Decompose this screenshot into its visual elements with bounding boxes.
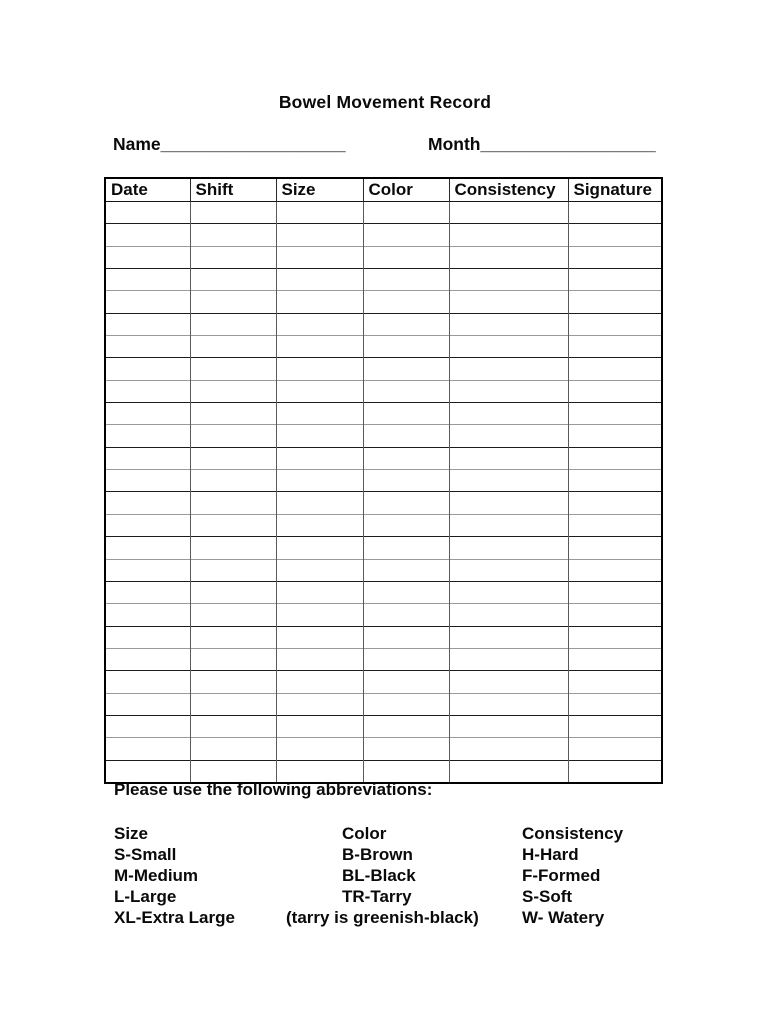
table-cell <box>568 246 662 268</box>
column-header-size: Size <box>276 178 363 202</box>
abbrev-item: XL-Extra Large <box>114 908 235 927</box>
table-cell <box>363 514 449 536</box>
table-cell <box>105 648 190 670</box>
table-cell <box>363 313 449 335</box>
table-cell <box>449 470 568 492</box>
table-cell <box>363 715 449 737</box>
table-row <box>105 202 662 224</box>
table-cell <box>276 358 363 380</box>
table-row <box>105 537 662 559</box>
table-cell <box>449 358 568 380</box>
name-blank-line: ___________________ <box>160 134 346 154</box>
table-cell <box>190 514 276 536</box>
table-row <box>105 380 662 402</box>
table-body <box>105 202 662 783</box>
table-cell <box>568 336 662 358</box>
table-cell <box>190 648 276 670</box>
table-cell <box>276 246 363 268</box>
table-cell <box>190 380 276 402</box>
table-cell <box>105 559 190 581</box>
table-cell <box>276 492 363 514</box>
table-row <box>105 492 662 514</box>
table-cell <box>105 425 190 447</box>
abbrev-item: F-Formed <box>522 866 601 885</box>
table-row <box>105 269 662 291</box>
table-cell <box>105 403 190 425</box>
table-row <box>105 671 662 693</box>
table-cell <box>568 425 662 447</box>
table-cell <box>363 269 449 291</box>
table-cell <box>276 470 363 492</box>
name-label: Name <box>113 134 161 154</box>
table-cell <box>105 246 190 268</box>
table-cell <box>105 581 190 603</box>
table-cell <box>190 581 276 603</box>
table-cell <box>363 447 449 469</box>
abbrev-item: S-Small <box>114 845 177 864</box>
table-cell <box>105 715 190 737</box>
table-cell <box>568 380 662 402</box>
table-cell <box>449 269 568 291</box>
table-cell <box>190 626 276 648</box>
table-cell <box>363 738 449 760</box>
table-cell <box>568 648 662 670</box>
month-blank-line: __________________ <box>480 134 656 154</box>
table-cell <box>105 693 190 715</box>
table-cell <box>568 738 662 760</box>
column-header-shift: Shift <box>190 178 276 202</box>
table-cell <box>363 537 449 559</box>
table-cell <box>105 358 190 380</box>
table-cell <box>276 626 363 648</box>
table-cell <box>449 246 568 268</box>
table-cell <box>449 514 568 536</box>
table-cell <box>363 671 449 693</box>
table-cell <box>363 693 449 715</box>
table-cell <box>449 224 568 246</box>
month-field <box>428 134 656 155</box>
table-row <box>105 425 662 447</box>
table-row <box>105 313 662 335</box>
table-cell <box>105 202 190 224</box>
abbreviations-intro: Please use the following abbreviations: <box>114 780 433 799</box>
table-cell <box>449 760 568 783</box>
table-cell <box>276 514 363 536</box>
month-label: Month <box>428 134 481 154</box>
column-header-color: Color <box>363 178 449 202</box>
table-cell <box>276 403 363 425</box>
table-cell <box>276 581 363 603</box>
abbrev-size-header: Size <box>114 824 149 843</box>
table-cell <box>363 626 449 648</box>
table-cell <box>190 559 276 581</box>
table-cell <box>449 693 568 715</box>
table-cell <box>568 604 662 626</box>
table-cell <box>190 693 276 715</box>
table-cell <box>276 224 363 246</box>
table-cell <box>190 492 276 514</box>
table-row <box>105 514 662 536</box>
table-row <box>105 626 662 648</box>
table-cell <box>449 291 568 313</box>
table-cell <box>363 202 449 224</box>
table-cell <box>190 604 276 626</box>
table-cell <box>105 671 190 693</box>
table-cell <box>568 470 662 492</box>
table-cell <box>105 313 190 335</box>
table-cell <box>190 246 276 268</box>
table-cell <box>568 403 662 425</box>
table-cell <box>363 425 449 447</box>
abbrev-item: H-Hard <box>522 845 579 864</box>
table-cell <box>276 648 363 670</box>
table-cell <box>276 202 363 224</box>
table-cell <box>105 380 190 402</box>
table-cell <box>363 604 449 626</box>
table-cell <box>449 581 568 603</box>
table-row <box>105 693 662 715</box>
table-cell <box>449 626 568 648</box>
table-row <box>105 403 662 425</box>
table-cell <box>276 671 363 693</box>
table-cell <box>568 269 662 291</box>
abbrev-color-header: Color <box>342 824 387 843</box>
table-cell <box>568 514 662 536</box>
column-header-date: Date <box>111 179 148 199</box>
table-cell <box>190 336 276 358</box>
table-cell <box>363 581 449 603</box>
table-cell <box>568 492 662 514</box>
table-cell <box>105 537 190 559</box>
table-cell <box>105 224 190 246</box>
table-cell <box>105 514 190 536</box>
table-cell <box>363 380 449 402</box>
abbrev-item: B-Brown <box>342 845 413 864</box>
name-field <box>113 134 346 155</box>
table-cell <box>105 492 190 514</box>
table-cell <box>190 425 276 447</box>
table-cell <box>449 425 568 447</box>
table-cell <box>363 648 449 670</box>
table-cell <box>105 447 190 469</box>
table-cell <box>449 648 568 670</box>
table-cell <box>449 492 568 514</box>
abbrev-item: BL-Black <box>342 866 416 885</box>
table-cell <box>105 626 190 648</box>
table-cell <box>190 224 276 246</box>
table-cell <box>363 246 449 268</box>
table-cell <box>568 671 662 693</box>
table-cell <box>568 313 662 335</box>
table-cell <box>363 291 449 313</box>
table-cell <box>363 336 449 358</box>
table-cell <box>105 738 190 760</box>
table-cell <box>449 715 568 737</box>
table-cell <box>568 224 662 246</box>
abbrev-item: L-Large <box>114 887 177 906</box>
abbrev-column-color <box>342 823 416 907</box>
table-cell <box>568 581 662 603</box>
table-row <box>105 358 662 380</box>
table-cell <box>276 738 363 760</box>
table-cell <box>568 559 662 581</box>
abbrev-item: TR-Tarry <box>342 887 412 906</box>
table-cell <box>449 403 568 425</box>
table-row <box>105 336 662 358</box>
table-row <box>105 715 662 737</box>
table-cell <box>568 358 662 380</box>
table-cell <box>568 693 662 715</box>
table-row <box>105 559 662 581</box>
table-cell <box>276 336 363 358</box>
table-row <box>105 581 662 603</box>
table-cell <box>568 291 662 313</box>
table-cell <box>190 202 276 224</box>
abbrev-consistency-header: Consistency <box>522 824 624 843</box>
abbrev-tarry-note: (tarry is greenish-black) <box>286 908 479 927</box>
record-table <box>104 177 663 784</box>
table-cell <box>105 291 190 313</box>
table-cell <box>190 358 276 380</box>
table-cell <box>363 224 449 246</box>
table-cell <box>449 202 568 224</box>
table-cell <box>190 313 276 335</box>
table-cell <box>449 380 568 402</box>
table-row <box>105 224 662 246</box>
table-cell <box>105 470 190 492</box>
table-cell <box>276 559 363 581</box>
table-row <box>105 447 662 469</box>
table-cell <box>276 604 363 626</box>
table-cell <box>276 447 363 469</box>
table-cell <box>190 671 276 693</box>
table-cell <box>449 559 568 581</box>
column-header-signature: Signature <box>568 178 662 202</box>
table-row <box>105 604 662 626</box>
table-cell <box>363 403 449 425</box>
table-cell <box>190 470 276 492</box>
table-cell <box>449 671 568 693</box>
table-cell <box>363 470 449 492</box>
table-cell <box>568 537 662 559</box>
table-cell <box>568 626 662 648</box>
table-row <box>105 470 662 492</box>
table-cell <box>568 202 662 224</box>
table-cell <box>363 559 449 581</box>
table-row <box>105 648 662 670</box>
table-cell <box>276 425 363 447</box>
record-table-wrap <box>104 177 663 784</box>
table-cell <box>276 693 363 715</box>
table-cell <box>449 604 568 626</box>
table-cell <box>276 537 363 559</box>
table-cell <box>276 269 363 291</box>
abbrev-item: M-Medium <box>114 866 199 885</box>
table-cell <box>105 269 190 291</box>
table-cell <box>568 715 662 737</box>
table-cell <box>190 738 276 760</box>
table-cell <box>190 715 276 737</box>
table-cell <box>276 291 363 313</box>
table-cell <box>449 537 568 559</box>
table-cell <box>449 738 568 760</box>
table-cell <box>105 604 190 626</box>
table-cell <box>276 313 363 335</box>
table-cell <box>568 760 662 783</box>
table-cell <box>568 447 662 469</box>
abbrev-item: S-Soft <box>522 887 573 906</box>
abbrev-column-size <box>114 823 235 928</box>
table-row <box>105 246 662 268</box>
table-cell <box>276 715 363 737</box>
table-cell <box>449 336 568 358</box>
table-cell <box>190 291 276 313</box>
abbrev-column-consistency <box>522 823 623 928</box>
table-row <box>105 291 662 313</box>
table-cell <box>190 269 276 291</box>
abbrev-item: W- Watery <box>522 908 605 927</box>
table-cell <box>276 380 363 402</box>
column-header-consistency: Consistency <box>449 178 568 202</box>
table-cell <box>449 447 568 469</box>
table-row <box>105 738 662 760</box>
table-cell <box>363 358 449 380</box>
table-cell <box>363 492 449 514</box>
page-title: Bowel Movement Record <box>278 92 492 112</box>
table-cell <box>105 336 190 358</box>
table-cell <box>190 403 276 425</box>
table-cell <box>190 537 276 559</box>
table-cell <box>190 447 276 469</box>
table-cell <box>449 313 568 335</box>
table-header-row <box>105 178 662 202</box>
